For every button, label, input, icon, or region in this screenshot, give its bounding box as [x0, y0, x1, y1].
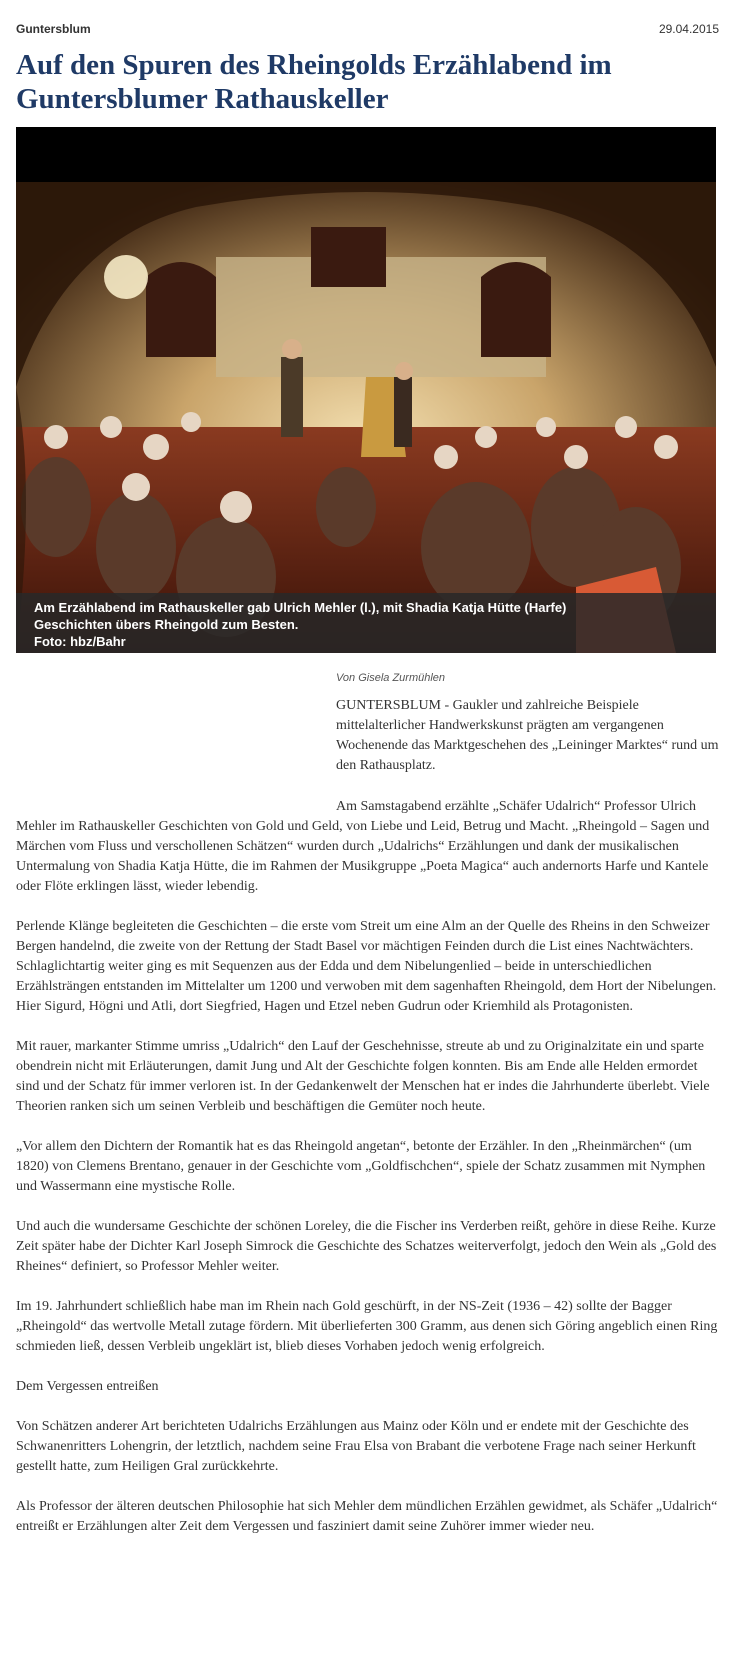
- article-author: Von Gisela Zurmühlen: [336, 672, 446, 684]
- article-lead: GUNTERSBLUM - Gaukler und zahlreiche Beispiele mittelalterlicher Handwerkskunst prägten am vergangenen Wochenende das Marktgeschehen des „Leininger Marktes“ rund um den Rathausplatz.: [336, 698, 719, 773]
- body-paragraph: Perlende Klänge begleiteten die Geschichten – die erste vom Streit um eine Alm an der Quelle des Rheins in den Schweizer Bergen handelnd, die zweite von der Rettung der Stadt Basel vor mächtigen Feinden durch die List eines Nachtwächters. Schlaglichtartig weiter ging es mit Sequenzen aus der Edda und dem Nibelungenlied – beide in unterschiedlichen Erzählsträngen entstanden im Mittelalter um 1200 und verwoben mit dem sagenhaften Rheingold, dem Hort der Nibelungen. Hier Sigurd, Högni und Atli, dort Siegfried, Hagen und Etzel neben Gudrun oder Kriemhild als Protagonisten.: [16, 919, 717, 1014]
- article-body: [16, 797, 721, 1557]
- article-date: 29.04.2015: [658, 22, 719, 36]
- body-paragraph: Am Samstagabend erzählte „Schäfer Udalrich“ Professor Ulrich Mehler im Rathauskeller Geschichten von Gold und Geld, von Liebe und Leid, Betrug und Macht. „Rheingold – Sagen und Märchen vom Fluss und verschollenen Schätzen“ wurden durch „Udalrichs“ Erzählungen und dank der musikalischen Untermalung von Shadia Katja Hütte, die im Rahmen der Musikgruppe „Poeta Magica“ auch andernorts Harfe und Kantele oder Flöte erklingen lässt, wieder lebendig.: [16, 799, 710, 894]
- article-meta: [16, 22, 719, 38]
- body-paragraph: Und auch die wundersame Geschichte der schönen Loreley, die die Fischer ins Verderben reißt, gehöre in diese Reihe. Kurze Zeit später habe der Dichter Karl Joseph Simrock die Geschichte des Schatzes weiterverfolgt, jedoch den Wein als „Gold des Rheines“ definiert, so Professor Mehler weiter.: [16, 1219, 717, 1274]
- photo-credit: Foto: hbz/Bahr: [34, 634, 126, 649]
- article-photo: [16, 127, 716, 653]
- body-paragraph: Von Schätzen anderer Art berichteten Udalrichs Erzählungen aus Mainz oder Köln und er endete mit der Geschichte des Schwanenritters Lohengrin, der letztlich, nachdem seine Frau Elsa von Brabant die verbotene Frage nach seiner Herkunft gestellt hatte, zum Heiligen Gral zurückkehrte.: [16, 1419, 696, 1474]
- subheading: Dem Vergessen entreißen: [16, 1379, 159, 1394]
- article-title: Auf den Spuren des Rheingolds Erzählabend im Guntersblumer Rathauskeller: [16, 49, 612, 115]
- body-paragraph: „Vor allem den Dichtern der Romantik hat es das Rheingold angetan“, betonte der Erzähler. In den „Rheinmärchen“ (um 1820) von Clemens Brentano, genauer in der Geschichte vom „Goldfischchen“, spiele der Schatz zusammen mit Nymphen und Wassermann eine mystische Rolle.: [16, 1139, 706, 1194]
- body-paragraph: Im 19. Jahrhundert schließlich habe man im Rhein nach Gold geschürft, in der NS-Zeit (1936 – 42) sollte der Bagger „Rheingold“ das wertvolle Metall zutage fördern. Mit überlieferten 300 Gramm, aus denen sich Göring angeblich einen Ring schmieden ließ, dessen Verbleib ungeklärt ist, blieb dieses Vorhaben jedoch wenig erfolgreich.: [16, 1299, 718, 1354]
- body-paragraph: Mit rauer, markanter Stimme umriss „Udalrich“ den Lauf der Geschehnisse, streute ab und zu Originalzitate ein und sparte obendrein nicht mit Erläuterungen, damit Jung und Alt der Geschichte folgen konnten. Bis am Ende alle Helden ermordet sind und der Schatz für immer verloren ist. In der Gedankenwelt der Menschen hat er indes die Jahrhunderte überlebt. Viele Theorien ranken sich um seinen Verbleib und beschäftigen die Gemüter noch heute.: [16, 1039, 710, 1114]
- body-paragraph: Als Professor der älteren deutschen Philosophie hat sich Mehler dem mündlichen Erzählen gewidmet, als Schäfer „Udalrich“ entreißt er Erzählungen alter Zeit dem Vergessen und fasziniert damit seine Zuhörer immer wieder neu.: [16, 1499, 718, 1534]
- caption-line: Am Erzählabend im Rathauskeller gab Ulrich Mehler (l.), mit Shadia Katja Hütte (Harfe): [34, 600, 567, 615]
- caption-line: Geschichten übers Rheingold zum Besten.: [34, 617, 299, 632]
- photo-caption: [16, 593, 716, 653]
- photo-storytelling-evening-icon: [16, 127, 716, 653]
- article-category[interactable]: Guntersblum: [16, 22, 91, 36]
